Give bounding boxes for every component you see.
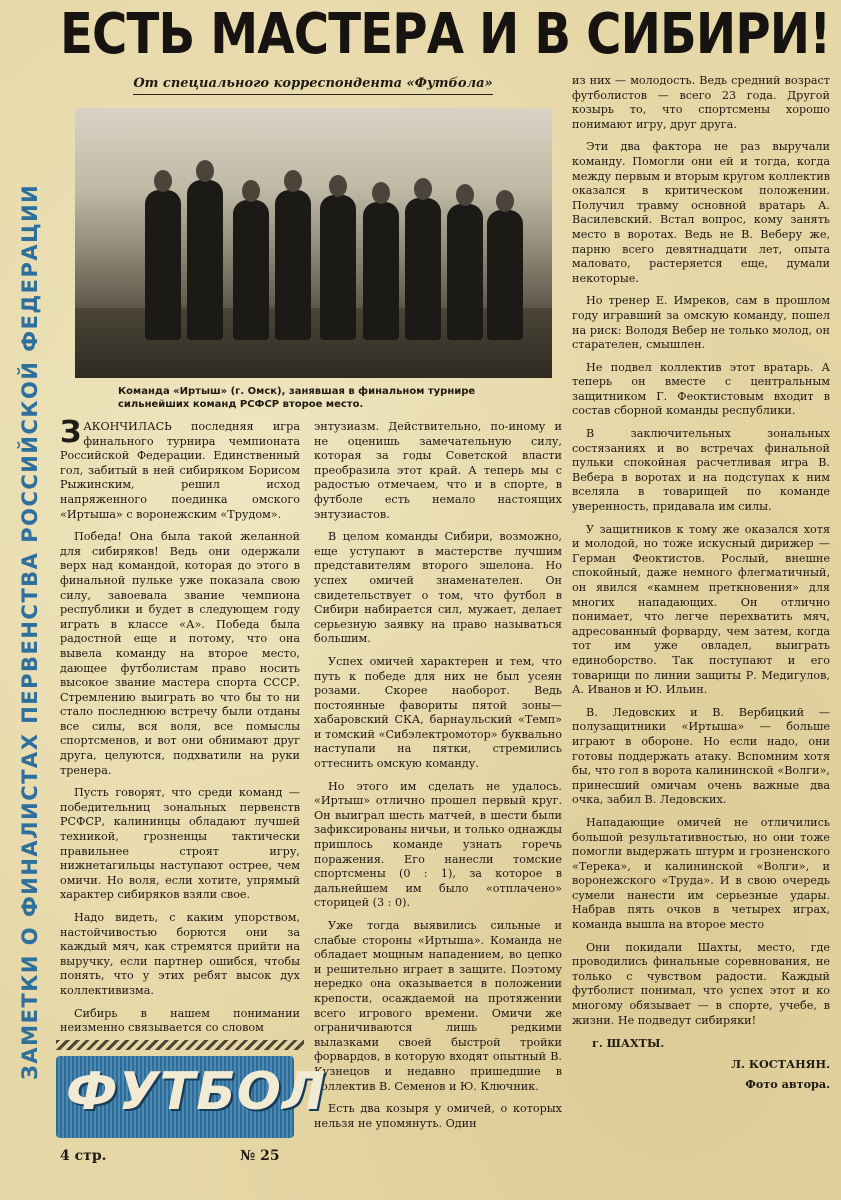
paragraph: Нападающие омичей не отличились большой результативностью, но они тоже помогли выдержать штурм и грозненского «Терека», и калининской «Волги», и воронежского «Труда». И в свою очередь сумели нанести им серьезные удары. Набрав пять очков в четырех играх, команда вышла на второе место <box>572 815 830 932</box>
paragraph: Победа! Она была такой желанной для сибиряков! Ведь они одержали верх над командой, которая до этого в финальной пульке уже показала свою силу, завоевала звание чемпиона республики и будет в следующем году играть в классе «А». Победа была радостной еще и потому, что она вывела команду на второе место, дающее футболистам право носить высокое звание мастера спорта СССР. Стремлению выиграть во что бы то ни стало последнюю встречу были отданы все силы, вся воля, все помыслы спортсменов, и вот они обнимают друг друга, целуются, подхватили на руки тренера. <box>60 530 300 777</box>
paragraph: Успех омичей характерен и тем, что путь к победе для них не был усеян розами. Скорее наоборот. Ведь постоянные фавориты пятой зоны—хабаровский СКА, барнаульский «Темп» и томский «Сибэлектромотор» буквально наступали на пятки, стремились оттеснить омскую команду. <box>314 654 562 771</box>
paragraph: Но этого им сделать не удалось. «Иртыш» отлично прошел первый круг. Он выиграл шесть матчей, в шести были зафиксированы ничьи, и только однажды пришлось команде узнать горечь поражения. Его нанесли томские спортсмены (0 : 1), за которое в дальнейшем им было «отплачено» сторицей (3 : 0). <box>314 779 562 910</box>
paragraph: Но тренер Е. Имреков, сам в прошлом году игравший за омскую команду, пошел на риск: Володя Вебер не только молод, он старателен, смышлен. <box>572 294 830 352</box>
player-figure <box>487 210 523 340</box>
author-signature: Л. КОСТАНЯН. <box>731 1056 830 1071</box>
player-figure <box>275 190 311 340</box>
paragraph: В целом команды Сибири, возможно, еще уступают в мастерстве лучшим представителям второго эшелона. Но успех омичей знаменателен. Он свидетельствует о том, что футбол в Сибири набирается сил, мужает, делает серьезную заявку на право называться большим. <box>314 530 562 646</box>
logo-text: ФУТБОЛ <box>66 1062 327 1122</box>
paragraph: Надо видеть, с каким упорством, настойчивостью борются они за каждый мяч, как стремятся прийти на выручку, если партнер ошибся, чтобы понять, что у этих ребят высок дух коллективизма. <box>60 911 300 997</box>
paragraph: из них — молодость. Ведь средний возраст футболистов — всего 23 года. Другой козырь то, что спортсмены хорошо понимают игру, друг друга. <box>572 74 830 131</box>
paragraph: Пусть говорят, что среди команд — победительниц зональных первенств РСФСР, калининцы обладают лучшей техникой, грозненцы тактически правильнее строят игру, нижнетагильцы наступают острее, чем омичи. Но воля, если хотите, упрямый характер сибиряков взяли свое. <box>60 786 300 902</box>
article-column-3 <box>572 74 830 1092</box>
paragraph <box>60 415 300 522</box>
article-column-1 <box>60 415 300 1044</box>
paragraph: Эти два фактора не раз выручали команду. Помогли они ей и тогда, когда между первым и вторым кругом коллектив оказался в критическом положении. Получил травму основной вратарь А. Василевский. Встал вопрос, кому занять место в воротах. Ведь не В. Веберу же, парню всего девятнадцати лет, опыта маловато, растеряется еще, думали некоторые. <box>572 140 830 285</box>
dateline-place: г. ШАХТЫ. <box>592 1036 665 1051</box>
player-figure <box>363 202 399 340</box>
paragraph: Не подвел коллектив этот вратарь. А теперь он вместе с центральным защитником Г. Феоктистовым входит в состав сборной команды республики. <box>572 360 830 418</box>
paragraph: Они покидали Шахты, место, где проводились финальные соревнования, не только с чувством радости. Каждый футболист понимал, что успех этот и ко многому обязывает — в спорте, учебе, в жизни. Не подведут сибиряки! <box>572 940 830 1027</box>
paragraph: Сибирь в нашем понимании неизменно связывается со словом <box>60 1006 300 1035</box>
issue-number: № 25 <box>240 1148 280 1164</box>
byline: От специального корреспондента «Футбола» <box>133 76 493 95</box>
team-photo <box>75 108 552 378</box>
headline: ЕСТЬ МАСТЕРА И В СИБИРИ! <box>60 2 831 67</box>
paragraph: Есть два козыря у омичей, о которых нельзя не упомянуть. Один <box>314 1102 562 1130</box>
paragraph: Уже тогда выявились сильные и слабые стороны «Иртыша». Команда не обладает мощным нападением, во цепко и решительно играет в защите. Поэтому нередко она оказывается в положении крепости, осаждаемой на протяжении всего игрового времени. Омичи же ограничиваются лишь редкими вылазками своей быстрой тройки форвардов, в которую входят опытный В. Кузнецов и недавно пришедшие в коллектив В. Семенов и Ю. Ключник. <box>314 919 562 1093</box>
player-figure <box>320 195 356 340</box>
player-figure <box>447 204 483 340</box>
article-column-2 <box>314 420 562 1139</box>
player-figure <box>233 200 269 340</box>
paragraph: энтузиазм. Действительно, по-иному и не оценишь замечательную силу, которая за годы Советской власти преобразила этот край. А теперь мы с радостью отмечаем, что и в спорте, в футболе есть немало настоящих энтузиастов. <box>314 420 562 521</box>
page-number: 4 стр. <box>60 1148 107 1164</box>
photo-caption: Команда «Иртыш» (г. Омск), занявшая в финальном турнире сильнейших команд РСФСР второе место. <box>118 386 476 410</box>
player-figure <box>405 198 441 340</box>
paragraph: У защитников к тому же оказался хотя и молодой, но тоже искусный дирижер — Герман Феоктистов. Рослый, внешне спокойный, даже немного флегматичный, он явился «камнем преткновения» для многих нападающих. Он отлично понимает, что легче перехватить мяч, адресованный форварду, чем затем, когда тот им уже овладел, выиграть единоборство. Так поступают и его товарищи по линии защиты Р. Медигулов, А. Иванов и Ю. Ильин. <box>572 522 830 697</box>
drop-cap: З <box>60 415 82 450</box>
player-figure <box>187 180 223 340</box>
side-title: ЗАМЕТКИ О ФИНАЛИСТАХ ПЕРВЕНСТВА РОССИЙСКОЙ ФЕДЕРАЦИИ <box>18 183 42 1080</box>
decorative-divider <box>56 1040 304 1050</box>
paragraph-text: АКОНЧИЛАСЬ последняя игра финального турнира чемпионата Российской Федерации. Единственный гол, забитый в ней сибиряком Борисом Рыжинским, решил исход напряженного поединка омского «Иртыша» с воронежским «Трудом». <box>60 420 300 521</box>
photo-credit: Фото автора. <box>745 1077 830 1092</box>
player-figure <box>145 190 181 340</box>
paragraph: В заключительных зональных состязаниях и во встречах финальной пульки спокойная расчетливая игра В. Вебера в воротах и на подступах к ним вселяла в товарищей по команде уверенность, придавала им силы. <box>572 427 830 514</box>
paragraph: В. Ледовских и В. Вербицкий — полузащитники «Иртыша» — больше играют в обороне. Но если надо, они готовы поддержать атаку. Вспомним хотя бы, что гол в ворота калининской «Волги», принесший омичам очень важные два очка, забил В. Ледовских. <box>572 705 830 807</box>
futbol-logo <box>56 1056 327 1138</box>
